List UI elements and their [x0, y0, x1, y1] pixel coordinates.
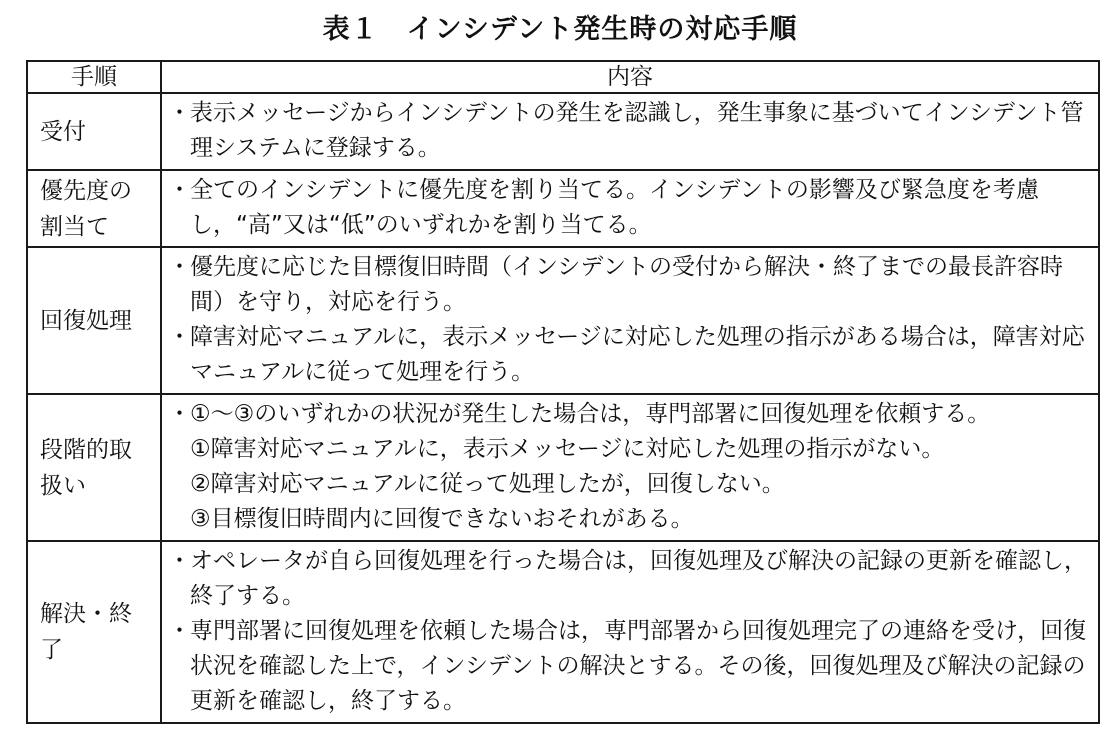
table-row [27, 93, 1099, 170]
bullet-item: ・ 優先度に応じた目標復旧時間（インシデントの受付から解決・終了までの最長許容時間）を守り，対応を行う。 [168, 250, 1090, 320]
header-step: 手順 [27, 61, 161, 93]
step-label: 解決・終 [40, 601, 132, 627]
bullet-item: ・ 障害対応マニュアルに，表示メッセージに対応した処理の指示がある場合は，障害対応マニュアルに従って処理を行う。 [168, 320, 1090, 390]
step-cell [27, 394, 161, 541]
step-cell [27, 170, 161, 247]
table-row [27, 170, 1099, 247]
step-label: 了 [40, 637, 63, 663]
content-cell [161, 93, 1099, 170]
content-cell [161, 247, 1099, 394]
step-label: 扱い [40, 472, 86, 499]
step-cell [27, 93, 161, 170]
table-row [27, 247, 1099, 394]
bullet-item: ・ 表示メッセージからインシデントの発生を認識し，発生事象に基づいてインシデント管理システムに登録する。 [168, 96, 1090, 166]
step-label: 割当て [40, 213, 109, 240]
step-label: 段階的取 [40, 436, 132, 463]
procedure-table [26, 60, 1100, 724]
bullet-item: ・ オペレータが自ら回復処理を行った場合は，回復処理及び解決の記録の更新を確認し，終了する。 [168, 544, 1090, 614]
step-label: 優先度の [40, 177, 132, 204]
sub-item: ②障害対応マニュアルに従って処理したが，回復しない。 [190, 471, 785, 497]
sub-item: ①障害対応マニュアルに，表示メッセージに対応した処理の指示がない。 [190, 436, 945, 462]
step-cell [27, 541, 161, 723]
bullet-item: ・ 専門部署に回復処理を依頼した場合は，専門部署から回復処理完了の連絡を受け，回復状況を確認した上で，インシデントの解決とする。その後，回復処理及び解決の記録の更新を確認し，終了する。 [168, 614, 1090, 719]
table-row [27, 394, 1099, 541]
bullet-item: ・ ①〜③のいずれかの状況が発生した場合は，専門部署に回復処理を依頼する。 [168, 397, 1090, 432]
header-content: 内容 [161, 61, 1099, 93]
header-row [27, 61, 1099, 93]
content-cell [161, 170, 1099, 247]
step-cell [27, 247, 161, 394]
table-caption: 表１ インシデント発生時の対応手順 [322, 14, 798, 45]
table-row [27, 541, 1099, 723]
step-label: 回復処理 [40, 307, 132, 334]
bullet-item: ・ 全てのインシデントに優先度を割り当てる。インシデントの影響及び緊急度を考慮し，“高”又は“低”のいずれかを割り当てる。 [168, 173, 1090, 243]
content-cell [161, 394, 1099, 541]
step-label: 受付 [40, 118, 86, 145]
content-cell [161, 541, 1099, 723]
sub-item: ③目標復旧時間内に回復できないおそれがある。 [190, 506, 694, 532]
